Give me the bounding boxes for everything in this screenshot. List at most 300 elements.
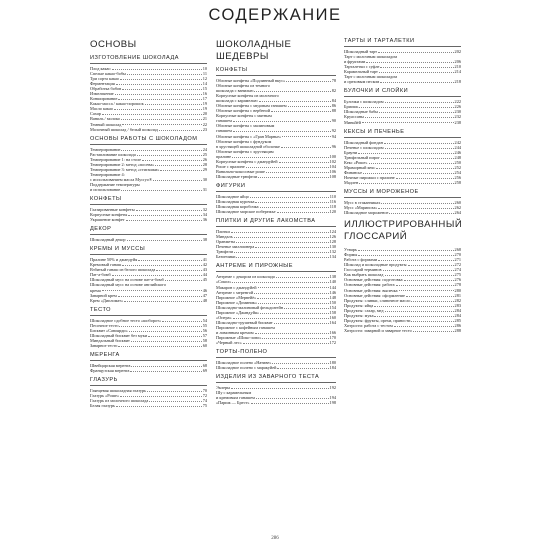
toc-page-number: 116: [329, 198, 336, 204]
section-title: ПЛИТКИ И ДРУГИЕ ЛАКОМСТВА: [216, 218, 336, 227]
dot-leader: [394, 326, 454, 327]
dot-leader: [120, 396, 202, 397]
toc-entry-title: и использование: [90, 186, 121, 192]
toc-entry-title: Ваниль / молоко: [90, 116, 120, 122]
toc-entry-title: и ореховым песком: [344, 79, 380, 85]
dot-leader: [138, 260, 201, 261]
dot-leader: [260, 207, 329, 208]
toc-entry-title: Заварной крем: [90, 292, 117, 298]
toc-page-number: 72: [202, 393, 207, 399]
toc-entry: [216, 174, 336, 179]
dot-leader: [281, 147, 331, 148]
toc-entry: [216, 400, 336, 405]
toc-page-number: 14: [202, 81, 207, 87]
toc-entry-title: Основные действия: оформление: [344, 292, 405, 298]
toc-page-number: 108: [329, 173, 336, 179]
dot-leader: [404, 280, 454, 281]
toc-entry-title: Шоколадный мусс на основе пат-а-бомб: [90, 277, 164, 283]
toc-entry-title: Круассаны: [344, 114, 364, 120]
toc-entry-title: Продукты: мука: [344, 312, 374, 318]
toc-page-number: 226: [454, 104, 461, 110]
section-title: ОСНОВЫ РАБОТЫ С ШОКОЛАДОМ: [90, 136, 207, 145]
toc-page-number: 70: [202, 388, 207, 394]
toc-entry-line: Облитые конфеты с фундуком: [216, 138, 272, 144]
toc-entry-title: пралине: [216, 153, 232, 159]
toc-page-number: 102: [329, 158, 336, 164]
dot-leader: [124, 301, 202, 302]
dot-leader: [116, 84, 202, 85]
toc-entry-title: Шоколадные трюфели: [216, 173, 258, 179]
toc-entry-title: Продукты: фрукты, орехи, пряности: [344, 317, 411, 323]
dot-leader: [381, 158, 454, 159]
toc-entry-title: Измельчение: [90, 91, 114, 97]
dot-leader: [153, 180, 202, 181]
toc-entry: [90, 343, 207, 348]
dot-leader: [413, 331, 454, 332]
dot-leader: [147, 391, 202, 392]
toc-entry-title: «Париж — Брест»: [216, 400, 250, 406]
toc-entry-title: Печенье с шоколадом: [344, 144, 384, 150]
dot-leader: [231, 232, 329, 233]
toc-entry-title: Шоколадная курочка: [216, 198, 255, 204]
dot-leader: [379, 72, 454, 73]
toc-page-number: 57: [202, 332, 207, 338]
toc-entry-title: ганашем: [216, 118, 232, 124]
dot-leader: [411, 301, 453, 302]
part-heading: ШОКОЛАДНЫЕ ШЕДЕВРЫ: [216, 39, 292, 62]
toc-page-number: 280: [454, 287, 461, 293]
dot-leader: [408, 265, 454, 266]
dot-leader: [411, 321, 453, 322]
dot-leader: [258, 177, 328, 178]
dot-leader: [149, 401, 201, 402]
toc-entry-line: Корпусные конфеты с мятным: [216, 113, 272, 119]
dot-leader: [121, 150, 201, 151]
toc-entry: [344, 180, 461, 185]
toc-page-number: 210: [454, 64, 461, 70]
toc-page-number: 276: [454, 277, 461, 283]
toc-entry-title: шоколада с ванилью: [216, 88, 254, 94]
toc-entry-title: Финансье: [344, 169, 362, 175]
dot-leader: [118, 296, 202, 297]
toc-page-number: 180: [329, 360, 336, 366]
dot-leader: [399, 290, 454, 291]
dot-leader: [159, 130, 202, 131]
toc-entry-title: Роше с пралине: [216, 163, 245, 169]
toc-page-number: 148: [329, 294, 336, 300]
dot-leader: [258, 303, 329, 304]
dot-leader: [385, 311, 454, 312]
toc-page-number: 29: [202, 166, 207, 172]
toc-entry-title: Плитки: [216, 229, 230, 235]
dot-leader: [384, 143, 454, 144]
toc-entry-title: Продукты: сахар, мед: [344, 307, 384, 313]
dot-leader: [165, 280, 202, 281]
toc-page-number: 16: [202, 91, 207, 97]
toc-page-number: 184: [329, 365, 336, 371]
toc-section: [216, 349, 336, 370]
toc-page-number: 140: [329, 279, 336, 285]
section-title: ИЗДЕЛИЯ ИЗ ЗАВАРНОГО ТЕСТА: [216, 374, 336, 383]
dot-leader: [234, 252, 329, 253]
toc-page-number: 22: [202, 121, 207, 127]
toc-entry: [90, 187, 207, 192]
toc-entry-title: Антреме с меренгой: [216, 289, 254, 295]
toc-entry-title: Заварное тесто: [90, 342, 118, 348]
dot-leader: [114, 109, 202, 110]
toc-entry: [344, 328, 461, 333]
toc-page-number: 26: [202, 156, 207, 162]
toc-entry-title: Макарон с джандуйей: [216, 284, 257, 290]
dot-leader: [137, 155, 202, 156]
toc-entry-title: Украшение конфет: [90, 217, 125, 223]
dot-leader: [251, 403, 329, 404]
toc-page-number: 10: [202, 66, 207, 71]
dot-leader: [284, 308, 328, 309]
dot-leader: [255, 202, 328, 203]
toc-page-number: 230: [454, 109, 461, 115]
dot-leader: [112, 275, 202, 276]
dot-leader: [236, 242, 329, 243]
dot-leader: [102, 290, 202, 291]
toc-page-number: 250: [454, 159, 461, 165]
toc-page-number: 126: [329, 234, 336, 240]
toc-page-number: 244: [454, 144, 461, 150]
section-title: ГЛАЗУРЬ: [90, 377, 207, 386]
toc-page-number: 256: [454, 174, 461, 180]
toc-entry-title: Пирожное «Доминик»: [216, 299, 258, 305]
toc-section: [90, 377, 207, 408]
toc-page-number: 41: [202, 257, 207, 263]
toc-page-number: 45: [202, 277, 207, 283]
toc-page-number: 44: [202, 272, 207, 278]
dot-leader: [376, 168, 453, 169]
dot-leader: [122, 265, 201, 266]
toc-section: [90, 196, 207, 222]
toc-entry-title: шоколада с карамелью: [216, 98, 258, 104]
dot-leader: [359, 183, 453, 184]
toc-entry-title: Шоколадный бисквит без муки: [90, 332, 148, 338]
toc-page-number: 274: [454, 267, 461, 273]
toc-column-1: [90, 38, 207, 412]
toc-entry: [344, 120, 461, 125]
toc-entry-title: Шоколадное мороженое: [344, 210, 389, 216]
toc-page-number: 160: [329, 314, 336, 320]
dot-leader: [259, 101, 331, 102]
toc-section: [90, 307, 207, 348]
toc-entry-title: Глазированные конфеты: [90, 207, 135, 213]
toc-entry-title: Хитрости: работа с тестом: [344, 322, 393, 328]
toc-entry-title: Обработка бобов: [90, 86, 122, 92]
toc-entry-title: Утварь: [344, 247, 357, 253]
toc-entry-title: Миндаль: [216, 234, 233, 240]
toc-page-number: 222: [454, 99, 461, 105]
dot-leader: [122, 124, 201, 125]
dot-leader: [128, 215, 201, 216]
dot-leader: [358, 250, 454, 251]
toc-entry-title: Брауни: [344, 149, 358, 155]
toc-entry-title: Пирожное «Джандуйя»: [216, 309, 260, 315]
part-heading-line: ГЛОССАРИЙ: [344, 231, 408, 243]
toc-entry-line: Тарт с молочным шоколадом: [344, 54, 398, 60]
toc-page-number: 32: [202, 207, 207, 213]
toc-entry: [344, 210, 461, 215]
dot-leader: [254, 293, 328, 294]
section-title: КРЕМЫ И МУССЫ: [90, 246, 207, 255]
toc-page-number: 75: [202, 403, 207, 409]
toc-page-number: 246: [454, 149, 461, 155]
toc-page-number: 118: [329, 204, 336, 210]
toc-entry-title: Миндальный бисквит: [90, 337, 130, 343]
dot-leader: [121, 190, 201, 191]
dot-leader: [288, 106, 331, 107]
toc-page-number: 150: [329, 299, 336, 305]
toc-entry: [90, 298, 207, 303]
toc-entry-title: Облитые конфеты с «Гран Марнье»: [216, 133, 282, 139]
toc-entry-title: Взбитый ганаш из белого шоколада: [90, 267, 156, 273]
toc-entry: [216, 340, 336, 345]
toc-entry-title: Хитрости: заварной и заварное тесто: [344, 327, 412, 333]
toc-page-number: 144: [329, 284, 336, 290]
toc-entry-title: Основные действия: выпечка: [344, 287, 398, 293]
toc-page-number: 38: [202, 237, 207, 243]
dot-leader: [255, 333, 329, 334]
dot-leader: [262, 338, 328, 339]
toc-entry-line: Облитые конфеты из темного: [216, 83, 271, 89]
toc-page-number: 11: [202, 71, 207, 77]
toc-entry-title: Печенье миллионера: [216, 244, 255, 250]
toc-page-number: 271: [454, 257, 461, 263]
toc-entry-title: Глоссарий терминов: [344, 267, 382, 273]
toc-entry-title: крема: [90, 287, 101, 293]
toc-section: [344, 189, 461, 215]
toc-entry: [216, 209, 336, 214]
dot-leader: [254, 91, 330, 92]
toc-page-number: 218: [454, 79, 461, 85]
toc-page-number: 60: [202, 342, 207, 348]
dot-leader: [277, 212, 329, 213]
toc-page-number: 282: [454, 297, 461, 303]
toc-page-number: 86: [331, 103, 336, 109]
section-title: ТЕСТО: [90, 307, 207, 316]
dot-leader: [396, 178, 454, 179]
toc-page-number: 31: [202, 186, 207, 192]
toc-entry-title: Темперирование 1: на столе: [90, 156, 142, 162]
toc-entry-title: Миньйёй: [344, 119, 361, 125]
toc-entry-title: Работа с формами: [344, 257, 378, 263]
dot-leader: [363, 173, 454, 174]
toc-section: [90, 352, 207, 373]
toc-page-number: 100: [329, 153, 336, 159]
toc-entry-title: Шоколадное полено «Нативе»: [216, 360, 272, 366]
toc-entry-line: Темперирование 4:: [90, 171, 125, 177]
dot-leader: [156, 270, 201, 271]
toc-entry-title: Эклеры: [216, 385, 231, 391]
dot-leader: [234, 237, 329, 238]
section-title: КОНФЕТЫ: [216, 67, 336, 76]
toc-section: [90, 226, 207, 242]
toc-entry-line: Поддержание температуры: [90, 181, 140, 187]
toc-entry-title: Ночные пирожки с пралине: [344, 174, 395, 180]
toc-section: [90, 136, 207, 192]
dot-leader: [121, 119, 202, 120]
toc-entry-title: Шоколадные бабы: [344, 109, 379, 115]
toc-section: [216, 67, 336, 179]
dot-leader: [359, 107, 453, 108]
dot-leader: [131, 341, 202, 342]
dot-leader: [277, 368, 328, 369]
toc-entry-title: Булочки с шоколадом: [344, 99, 384, 105]
toc-entry-line: Шоколадный мусс на основе английского: [90, 282, 167, 288]
toc-page-number: 284: [454, 312, 461, 318]
toc-entry-title: Крем «Дипломат»: [90, 297, 124, 303]
toc-entry-title: и фруктами: [344, 59, 366, 65]
toc-entry-title: Продукты: яйца: [344, 302, 374, 308]
dot-leader: [236, 257, 328, 258]
dot-leader: [406, 296, 454, 297]
toc-page-number: 15: [202, 86, 207, 92]
toc-page-number: 48: [202, 297, 207, 303]
dot-leader: [160, 170, 201, 171]
toc-entry-title: Шоколадно-малиновый фельдштейн: [216, 304, 284, 310]
toc-section: [90, 246, 207, 302]
toc-page-number: 130: [329, 244, 336, 250]
toc-page-number: 25: [202, 151, 207, 157]
toc-page-number: 206: [454, 59, 461, 65]
toc-entry-title: Пралине 50% и джандуйя: [90, 257, 138, 263]
toc-entry-title: Глазурь «Роше»: [90, 393, 120, 399]
dot-leader: [246, 167, 329, 168]
page-number: 286: [271, 536, 279, 541]
toc-section: [216, 374, 336, 405]
section-title: АНТРЕМЕ И ПИРОЖНЫЕ: [216, 263, 336, 272]
toc-page-number: 278: [454, 282, 461, 288]
dot-leader: [266, 172, 329, 173]
dot-leader: [381, 203, 453, 204]
toc-page-number: 172: [329, 340, 336, 346]
dot-leader: [258, 287, 329, 288]
dot-leader: [365, 117, 454, 118]
section-title: КЕКСЫ И ПЕЧЕНЬЕ: [344, 129, 461, 138]
section-title: МЕРЕНГА: [90, 352, 207, 361]
toc-entry-line: Шу с карамельным: [216, 390, 252, 396]
dot-leader: [274, 323, 329, 324]
toc-page-number: 23: [202, 126, 207, 132]
toc-column-3: [344, 38, 461, 337]
toc-entry-title: Основные действия: подготовка: [344, 277, 403, 283]
dot-leader: [122, 89, 202, 90]
toc-page-number: 194: [329, 395, 336, 401]
toc-entry-title: Какао-масса / какао-порошок: [90, 101, 144, 107]
toc-entry-title: Сахар: [90, 111, 101, 117]
dot-leader: [374, 306, 453, 307]
toc-entry-title: в хрустящей шоколадной оболочке: [216, 143, 280, 149]
toc-entry-title: Облитые конфеты «Подлинный вкус»: [216, 78, 286, 83]
dot-leader: [127, 74, 202, 75]
toc-page-number: 138: [329, 274, 336, 280]
toc-page-number: 19: [202, 101, 207, 107]
toc-page-number: 58: [202, 337, 207, 343]
toc-page-number: 258: [454, 179, 461, 185]
toc-entry-title: Батончики: [216, 254, 236, 260]
dot-leader: [362, 122, 454, 123]
toc-page-number: 56: [202, 327, 207, 333]
toc-entry-line: Тарт с молочным шоколадом: [344, 74, 398, 80]
toc-page-number: 24: [202, 146, 207, 152]
toc-entry-title: Шоколадное полено с маракуйей: [216, 365, 277, 371]
toc-section: [344, 88, 461, 124]
dot-leader: [286, 81, 330, 82]
toc-page-number: 69: [202, 367, 207, 373]
toc-section: [216, 183, 336, 214]
toc-page-number: 262: [454, 205, 461, 211]
toc-page-number: 94: [331, 133, 336, 139]
dot-leader: [380, 67, 453, 68]
toc-entry-title: Ванильно-кокосовые роше: [216, 168, 265, 174]
toc-page-number: 286: [454, 322, 461, 328]
dot-leader: [243, 343, 329, 344]
toc-page-number: 42: [202, 262, 207, 268]
section-title: ТОРТЫ-ПОЛЕНО: [216, 349, 336, 358]
dot-leader: [282, 136, 331, 137]
toc-entry-title: «Опера»: [216, 314, 232, 320]
toc-page-number: 285: [454, 317, 461, 323]
dot-leader: [148, 336, 202, 337]
toc-entry-title: Трюфели: [216, 249, 233, 255]
part-heading-line: ИЛЛЮСТРИРОВАННЫЙ: [344, 219, 463, 231]
toc-entry-title: Мраморный кекс: [344, 164, 376, 170]
toc-page-number: 214: [454, 69, 461, 75]
toc-page-number: 106: [329, 168, 336, 174]
toc-page-number: 128: [329, 239, 336, 245]
dot-leader: [119, 326, 201, 327]
toc-entry-title: Пирожные «Шоко-лово»: [216, 334, 262, 340]
toc-entry-line: Пирожное с кофейным ганашем: [216, 324, 275, 330]
dot-leader: [131, 366, 201, 367]
toc-page-number: 288: [454, 327, 461, 333]
toc-entry-title: Шоколадное сдобное тесто «шоборот»: [90, 317, 162, 323]
toc-entry-title: Ферментация: [90, 81, 115, 87]
dot-leader: [257, 298, 328, 299]
toc-entry-title: Корпусные конфеты с джандуйей: [216, 158, 278, 164]
toc-page-number: 270: [454, 252, 461, 258]
toc-entry-title: Карамельный тарт: [344, 69, 378, 75]
toc-entry: [90, 368, 207, 373]
toc-page-number: 84: [331, 98, 336, 104]
toc-entry-title: Белая глазурь: [90, 403, 115, 409]
toc-entry-title: Бриошь: [344, 104, 359, 110]
toc-page-number: 28: [202, 161, 207, 167]
dot-leader: [136, 210, 202, 211]
toc-page-number: 134: [329, 254, 336, 260]
dot-leader: [231, 388, 329, 389]
section-title: ДЕКОР: [90, 226, 207, 235]
toc-section: [90, 55, 207, 132]
toc-entry-title: Основные действия: работа: [344, 282, 395, 288]
toc-section: [216, 218, 336, 259]
dot-leader: [276, 277, 329, 278]
toc-entry-title: Кремовый ганаш: [90, 262, 122, 268]
toc-page-number: 192: [329, 385, 336, 391]
toc-page-number: 96: [331, 143, 336, 149]
toc-entry-title: Песочное тесто: [90, 322, 119, 328]
toc-page-number: 92: [331, 128, 336, 134]
toc-entry-title: и кремовым ганашем: [216, 395, 255, 401]
toc-page-number: 154: [329, 304, 336, 310]
toc-page-number: 88: [331, 108, 336, 114]
dot-leader: [162, 321, 202, 322]
toc-entry-title: «Черный лес»: [216, 340, 242, 346]
